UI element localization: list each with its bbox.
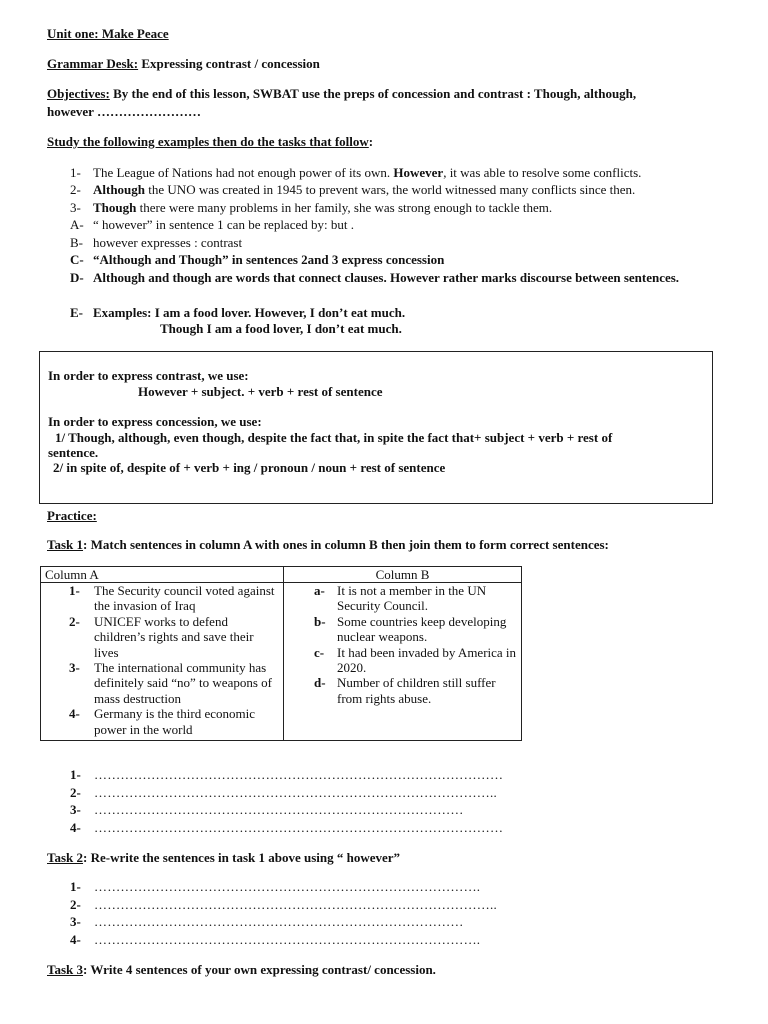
study-instruction: [47, 134, 373, 150]
column-a-item-text: The international community has definitely said “no” to weapons of mass destruction: [94, 660, 272, 706]
column-a-item: [41, 583, 283, 614]
column-a-item-key: 3-: [69, 660, 80, 676]
task-2-answer-blank[interactable]: ………………………………………………………………………………..: [94, 897, 497, 912]
objectives-line-2: however ……………………: [47, 104, 201, 119]
example-text-bold: Examples: I am a food lover. However, I don’t eat much.: [93, 305, 406, 320]
rule-box: [39, 351, 713, 504]
task-1-answer-number: 4-: [70, 820, 81, 835]
task-1-answer-line[interactable]: [70, 820, 503, 836]
example-text-plain: the UNO was created in 1945 to prevent wars, the world witnessed many conflicts since then.: [145, 182, 636, 197]
example-number: A-: [70, 217, 84, 232]
concession-rule-1: 1/ Though, although, even though, despite the fact that, in spite the fact that+ subject + verb + rest of: [55, 430, 613, 445]
study-label: Study the following examples then do the tasks that follow: [47, 134, 369, 149]
example-text-bold: Although: [93, 182, 146, 197]
task-2-answer-blank[interactable]: …………………………………………………………………………….: [94, 879, 481, 894]
task-3-label: Task 3: [47, 962, 84, 977]
task-2-answer-number: 4-: [70, 932, 81, 947]
objectives-line-1: [47, 86, 636, 102]
column-b-item-text: Some countries keep developing nuclear weapons.: [337, 613, 507, 645]
task-2-answer-line[interactable]: [70, 897, 497, 913]
example-text-plain: “ however” in sentence 1 can be replaced by: but .: [93, 217, 354, 232]
column-a-list: [41, 583, 283, 740]
column-b-item: [284, 583, 521, 614]
task-1-answer-line[interactable]: [70, 785, 497, 801]
column-a-item-text: The Security council voted against the invasion of Iraq: [94, 583, 275, 614]
example-number: 1-: [70, 165, 81, 180]
task-1-instruction: [47, 537, 609, 553]
task-2-answer-number: 2-: [70, 897, 81, 912]
task-2-answer-line[interactable]: [70, 932, 480, 948]
task-2-answer-blank[interactable]: …………………………………………………………………………….: [94, 932, 481, 947]
task-2-answer-line[interactable]: [70, 879, 480, 895]
column-a-item: [41, 706, 283, 737]
task-2-answer-number: 3-: [70, 914, 81, 929]
study-colon: :: [368, 134, 374, 149]
column-b-cell: [284, 583, 522, 741]
example-text-plain: The League of Nations had not enough power of its own.: [93, 165, 394, 180]
task-1-answer-line[interactable]: [70, 767, 503, 783]
example-number: 3-: [70, 200, 81, 215]
column-b-item-key: c-: [314, 644, 325, 660]
practice-heading: Practice:: [47, 508, 97, 523]
example-text: [93, 216, 730, 234]
task-1-answer-number: 2-: [70, 785, 81, 800]
example-text-plain: however expresses : contrast: [93, 235, 243, 250]
task-2-label: Task 2: [47, 850, 84, 865]
task-1-answer-blank[interactable]: …………………………………………………………………………………: [94, 767, 504, 782]
example-text: [93, 181, 730, 199]
column-b-item-text: It is not a member in the UN Security Council.: [337, 583, 487, 614]
column-a-header: Column A: [41, 567, 284, 583]
example-text: [93, 164, 730, 182]
column-a-item-key: 4-: [69, 706, 80, 722]
task-2-instruction: [47, 850, 400, 866]
example-number: C-: [70, 252, 84, 267]
column-a-item-text: Germany is the third economic power in the world: [94, 706, 256, 737]
example-text-plain: there were many problems in her family, she was strong enough to tackle them.: [136, 200, 553, 215]
example-text: [93, 199, 730, 217]
column-a-cell: [41, 583, 284, 741]
example-text-plain: , it was able to resolve some conflicts.: [443, 165, 642, 180]
example-text: [93, 234, 730, 252]
grammar-desk-line: [47, 56, 320, 72]
example-text: [93, 304, 730, 322]
column-b-item: [284, 675, 521, 706]
column-b-item-text: It had been invaded by America in 2020.: [337, 644, 517, 676]
task-1-answer-number: 3-: [70, 802, 81, 817]
example-text-bold: “Although and Though” in sentences 2and 3 express concession: [93, 252, 445, 267]
task-1-text: : Match sentences in column A with ones in column B then join them to form correct sentences:: [83, 537, 609, 552]
task-2-answer-blank[interactable]: …………………………………………………………………………: [94, 914, 464, 929]
column-b-item-key: a-: [314, 583, 325, 598]
example-number: 2-: [70, 182, 81, 197]
contrast-formula: However + subject. + verb + rest of sentence: [138, 384, 383, 399]
task-1-answer-line[interactable]: [70, 802, 464, 818]
contrast-intro: In order to express contrast, we use:: [48, 368, 249, 383]
unit-title: Unit one: Make Peace: [47, 26, 169, 41]
task-1-label: Task 1: [47, 537, 84, 552]
objectives-label: Objectives:: [47, 86, 110, 101]
concession-rule-1-cont: sentence.: [48, 445, 99, 460]
column-a-item-key: 1-: [69, 583, 80, 598]
task-2-text: : Re-write the sentences in task 1 above using “ however”: [83, 850, 401, 865]
objectives-text: By the end of this lesson, SWBAT use the preps of concession and contrast : Though, although,: [109, 86, 637, 101]
concession-intro: In order to express concession, we use:: [48, 414, 262, 429]
task-3-instruction: [47, 962, 436, 978]
column-a-item-text: UNICEF works to defend children’s rights and save their lives: [94, 613, 254, 660]
column-a-item-key: 2-: [69, 613, 80, 629]
task-2-answer-number: 1-: [70, 879, 81, 894]
example-text-bold: Although and though are words that connect clauses. However rather marks discourse between sentences.: [93, 270, 680, 285]
column-b-item: [284, 645, 521, 676]
example-text: [93, 269, 730, 287]
matching-table: [40, 566, 522, 741]
example-number: E-: [70, 305, 83, 320]
task-3-text: : Write 4 sentences of your own expressing contrast/ concession.: [83, 962, 436, 977]
column-a-item: [41, 614, 283, 660]
grammar-desk-label: Grammar Desk:: [47, 56, 139, 71]
concession-rule-2: 2/ in spite of, despite of + verb + ing / pronoun / noun + rest of sentence: [53, 460, 446, 475]
example-e-second-line: Though I am a food lover, I don’t eat much.: [160, 321, 402, 336]
column-b-list: [284, 583, 521, 709]
example-text-bold: Though: [93, 200, 137, 215]
example-text-bold: However: [393, 165, 444, 180]
column-b-item-text: Number of children still suffer from rights abuse.: [337, 675, 496, 706]
column-b-header: Column B: [284, 567, 522, 583]
grammar-desk-topic: Expressing contrast / concession: [138, 56, 320, 71]
task-1-answer-blank[interactable]: ………………………………………………………………………………..: [94, 785, 497, 800]
column-b-item-key: b-: [314, 613, 326, 629]
task-1-answer-blank[interactable]: …………………………………………………………………………………: [94, 820, 504, 835]
example-number: B-: [70, 235, 83, 250]
task-1-answer-blank[interactable]: …………………………………………………………………………: [94, 802, 464, 817]
example-number: D-: [70, 270, 84, 285]
task-2-answer-line[interactable]: [70, 914, 464, 930]
column-b-item: [284, 614, 521, 645]
task-1-answer-number: 1-: [70, 767, 81, 782]
example-text: [93, 251, 730, 269]
column-b-item-key: d-: [314, 675, 326, 691]
column-a-item: [41, 660, 283, 706]
